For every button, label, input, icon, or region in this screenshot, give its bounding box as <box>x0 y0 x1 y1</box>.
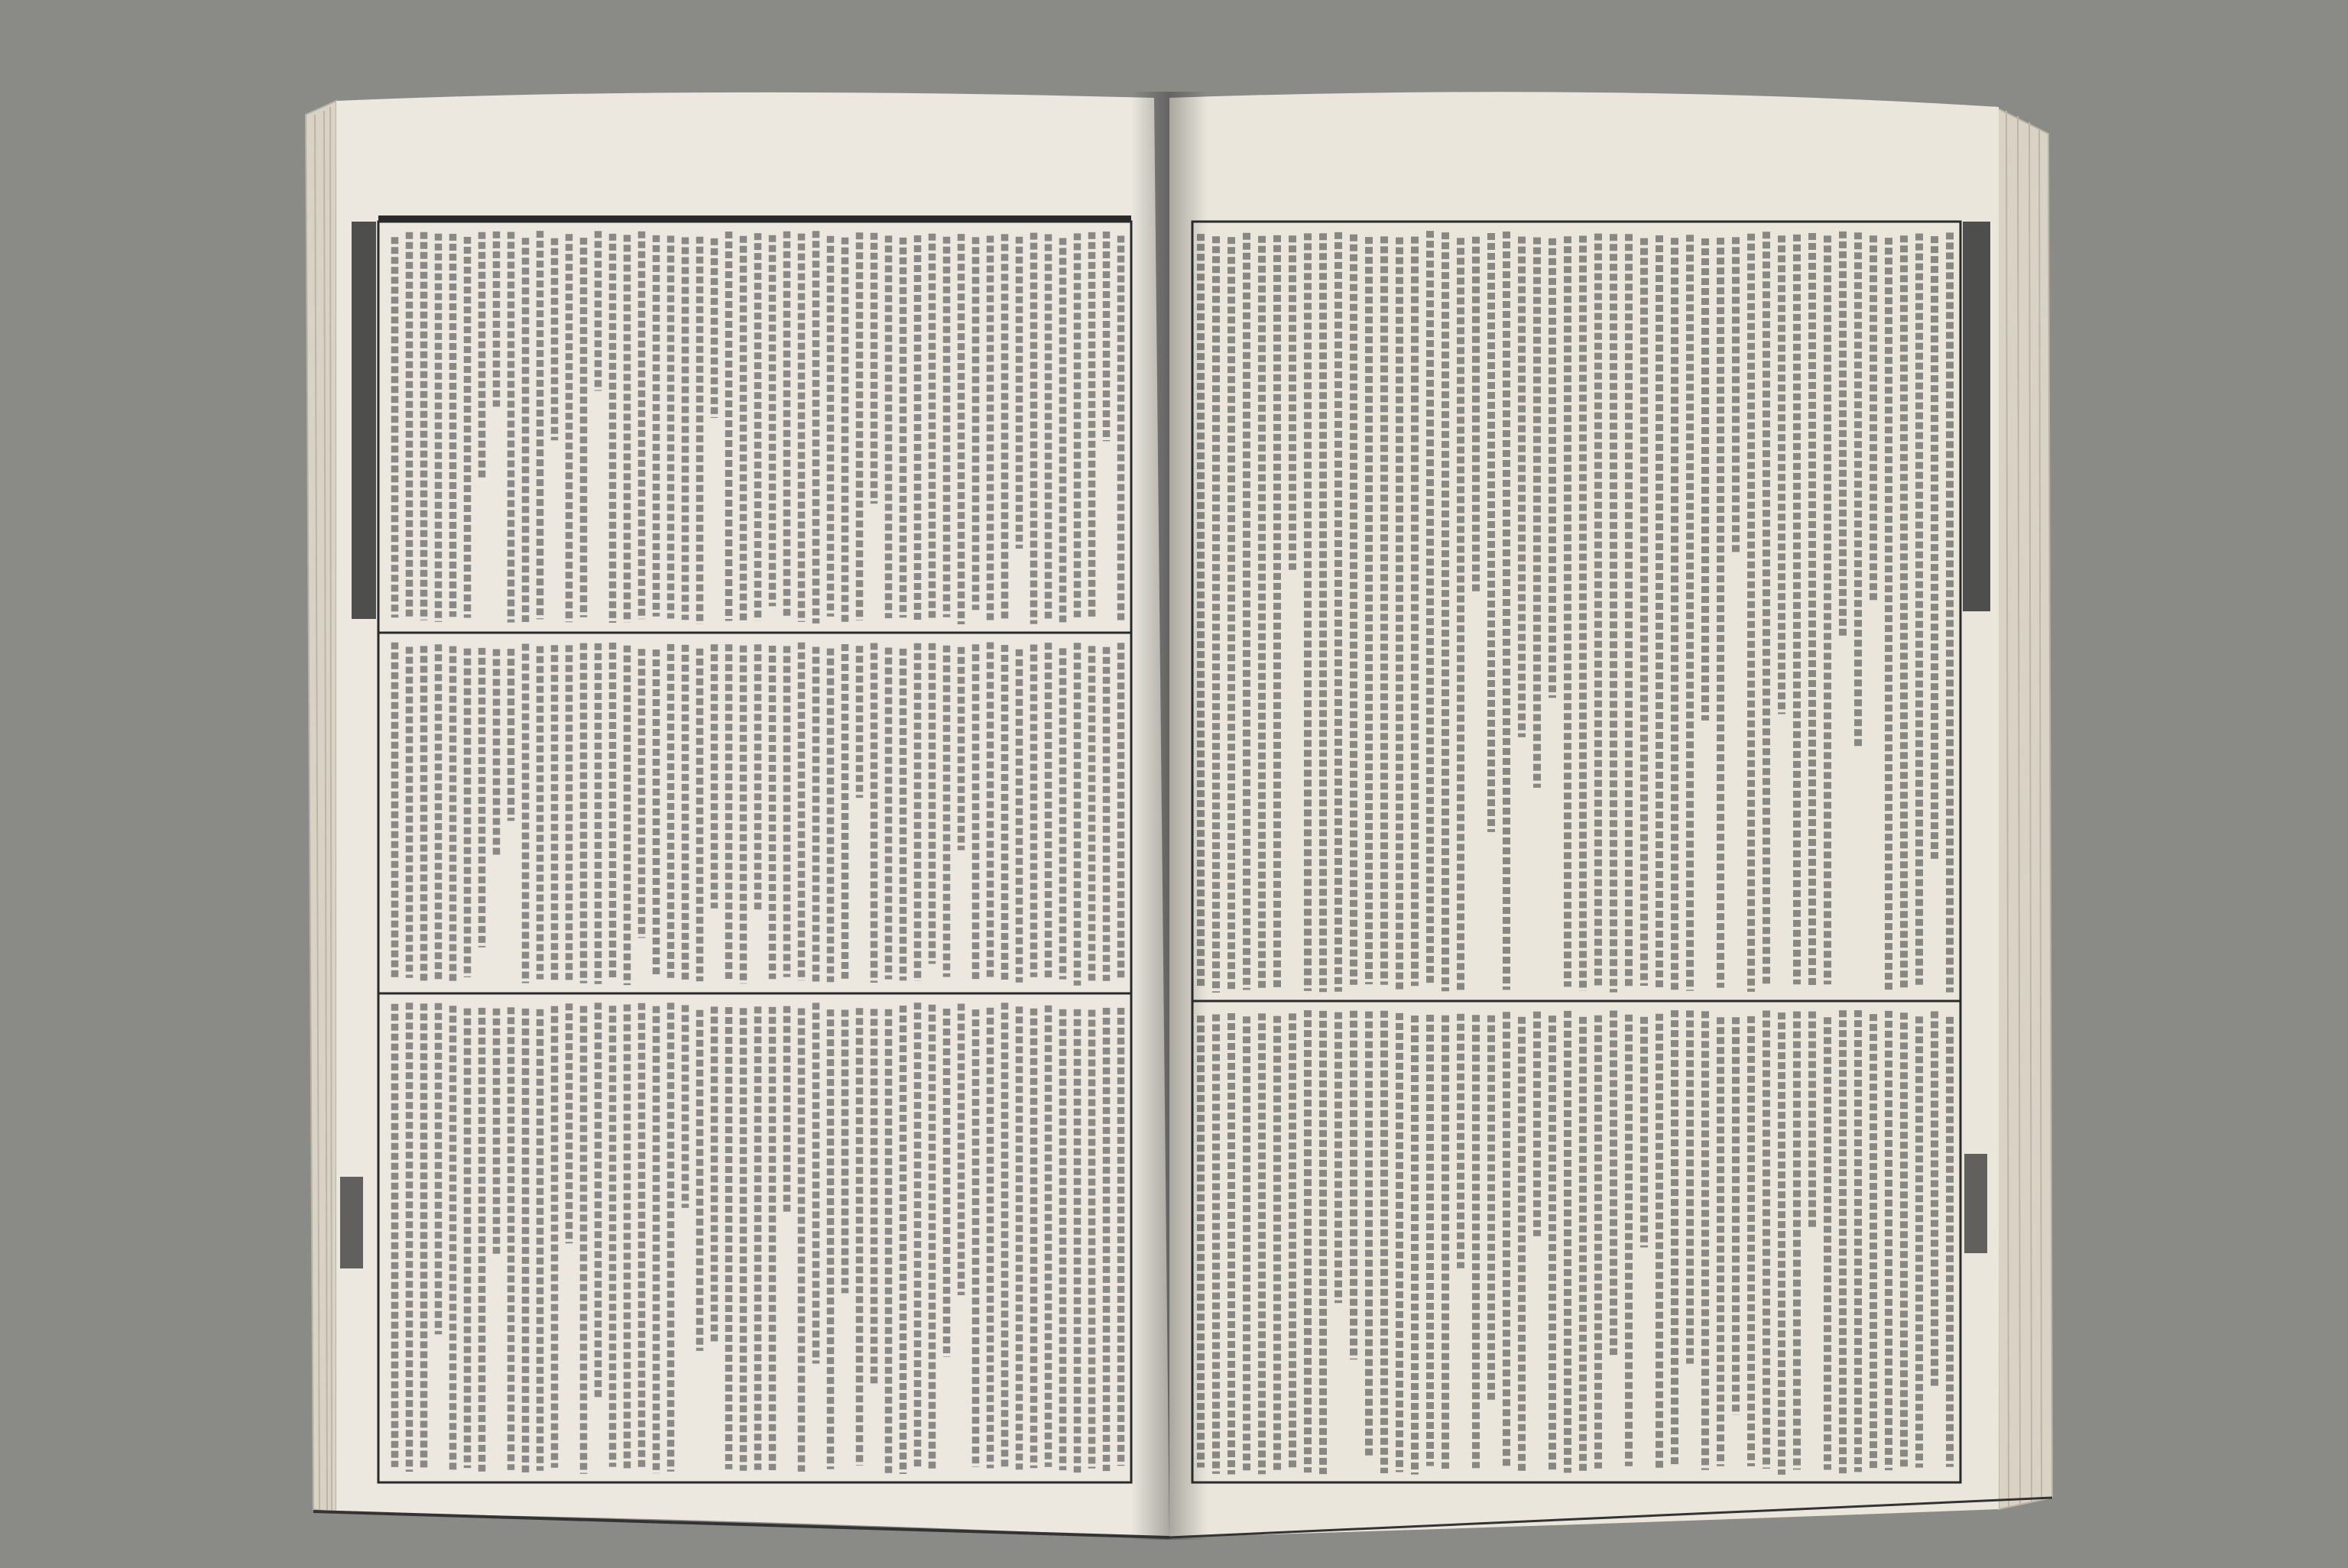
left-page <box>336 92 1169 1537</box>
right-page-edges <box>1995 107 2052 1509</box>
left-title-strip <box>352 222 376 619</box>
left-folio-mark <box>340 1177 363 1268</box>
right-title-strip <box>1963 222 1990 611</box>
gutter-shadow <box>1131 92 1208 1540</box>
right-folio-mark <box>1964 1154 1987 1253</box>
left-page-header-band <box>378 215 1131 222</box>
